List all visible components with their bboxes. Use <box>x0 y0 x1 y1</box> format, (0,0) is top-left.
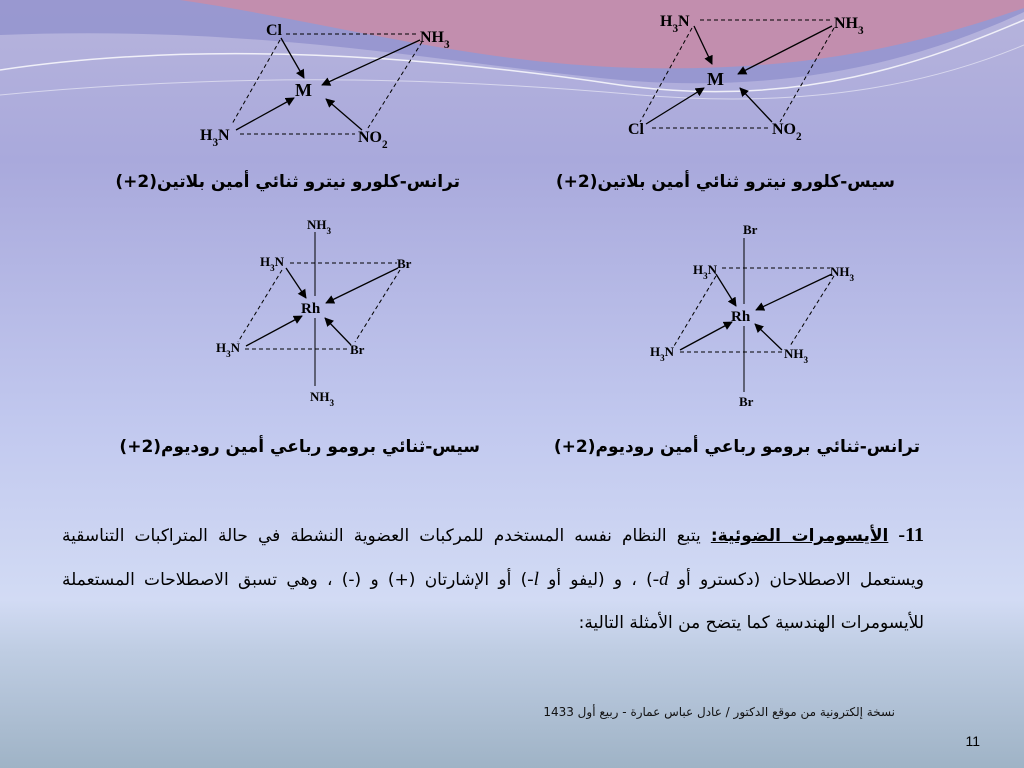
metal-label: M <box>295 80 312 100</box>
ligand-lower-right: Br <box>350 342 365 357</box>
ligand-nh3: $NH_3$ <box>834 15 864 37</box>
ligand-top: Br <box>743 222 758 237</box>
ligand-nh3: $NH_3$ <box>420 29 450 51</box>
ligand-upper-right: Br <box>397 256 412 271</box>
ligand-upper-left: $H_3N$ <box>693 262 718 281</box>
section-heading: الأيسومرات الضوئية: <box>710 526 889 546</box>
caption-trans-pt: ترانس-كلورو نيترو ثنائي أمين بلاتين(2+) <box>115 172 460 192</box>
metal-label: Rh <box>301 301 321 317</box>
ligand-bottom: $NH_3$ <box>310 389 335 408</box>
ligand-no2: $NO_2$ <box>358 129 388 151</box>
ligand-cl: Cl <box>628 121 644 138</box>
ligand-cl: Cl <box>266 22 282 39</box>
ligand-lower-left: $H_3N$ <box>650 344 675 363</box>
caption-trans-rh: ترانس-ثنائي برومو رباعي أمين روديوم(2+) <box>553 437 920 457</box>
paragraph-text-1: يتبع النظام نفسه المستخدم للمركبات العضوية النشطة في حالة المتراكبات التناسقية ويستعمل الاصطلاحان (دكسترو أو <box>62 526 924 590</box>
ligand-no2: $NO_2$ <box>772 121 802 143</box>
ligand-h3n: $H_3N$ <box>660 13 690 35</box>
ligand-h3n: $H_3N$ <box>200 127 230 149</box>
optical-isomers-paragraph <box>62 514 924 645</box>
section-number: 11- <box>898 524 924 546</box>
ligand-upper-right: $NH_3$ <box>830 264 855 283</box>
ligand-lower-right: $NH_3$ <box>784 346 809 365</box>
caption-cis-pt: سيس-كلورو نيترو ثنائي أمين بلاتين(2+) <box>555 172 895 192</box>
page-number: 11 <box>965 733 980 749</box>
ligand-upper-left: $H_3N$ <box>260 254 285 273</box>
metal-label: Rh <box>731 309 751 325</box>
paragraph-text-3: ) أو الإشارتان (+) و (-) ، وهي تسبق الاصطلاحات المستعملة للأيسومرات الهندسية كما يتضح من الأمثلة التالية: <box>62 570 924 633</box>
ligand-top: $NH_3$ <box>307 217 332 236</box>
d-symbol: d- <box>652 569 669 590</box>
footer-credit: نسخة إلكترونية من موقع الدكتور / عادل عباس عمارة - ربيع أول 1433 <box>543 705 895 719</box>
caption-cis-rh: سيس-ثنائي برومو رباعي أمين روديوم(2+) <box>119 437 480 457</box>
ligand-lower-left: $H_3N$ <box>216 340 241 359</box>
paragraph-text-2: ) ، و (ليفو أو <box>538 570 653 590</box>
ligand-bottom: Br <box>739 394 754 409</box>
l-symbol: l- <box>527 569 539 590</box>
metal-label: M <box>707 69 724 89</box>
